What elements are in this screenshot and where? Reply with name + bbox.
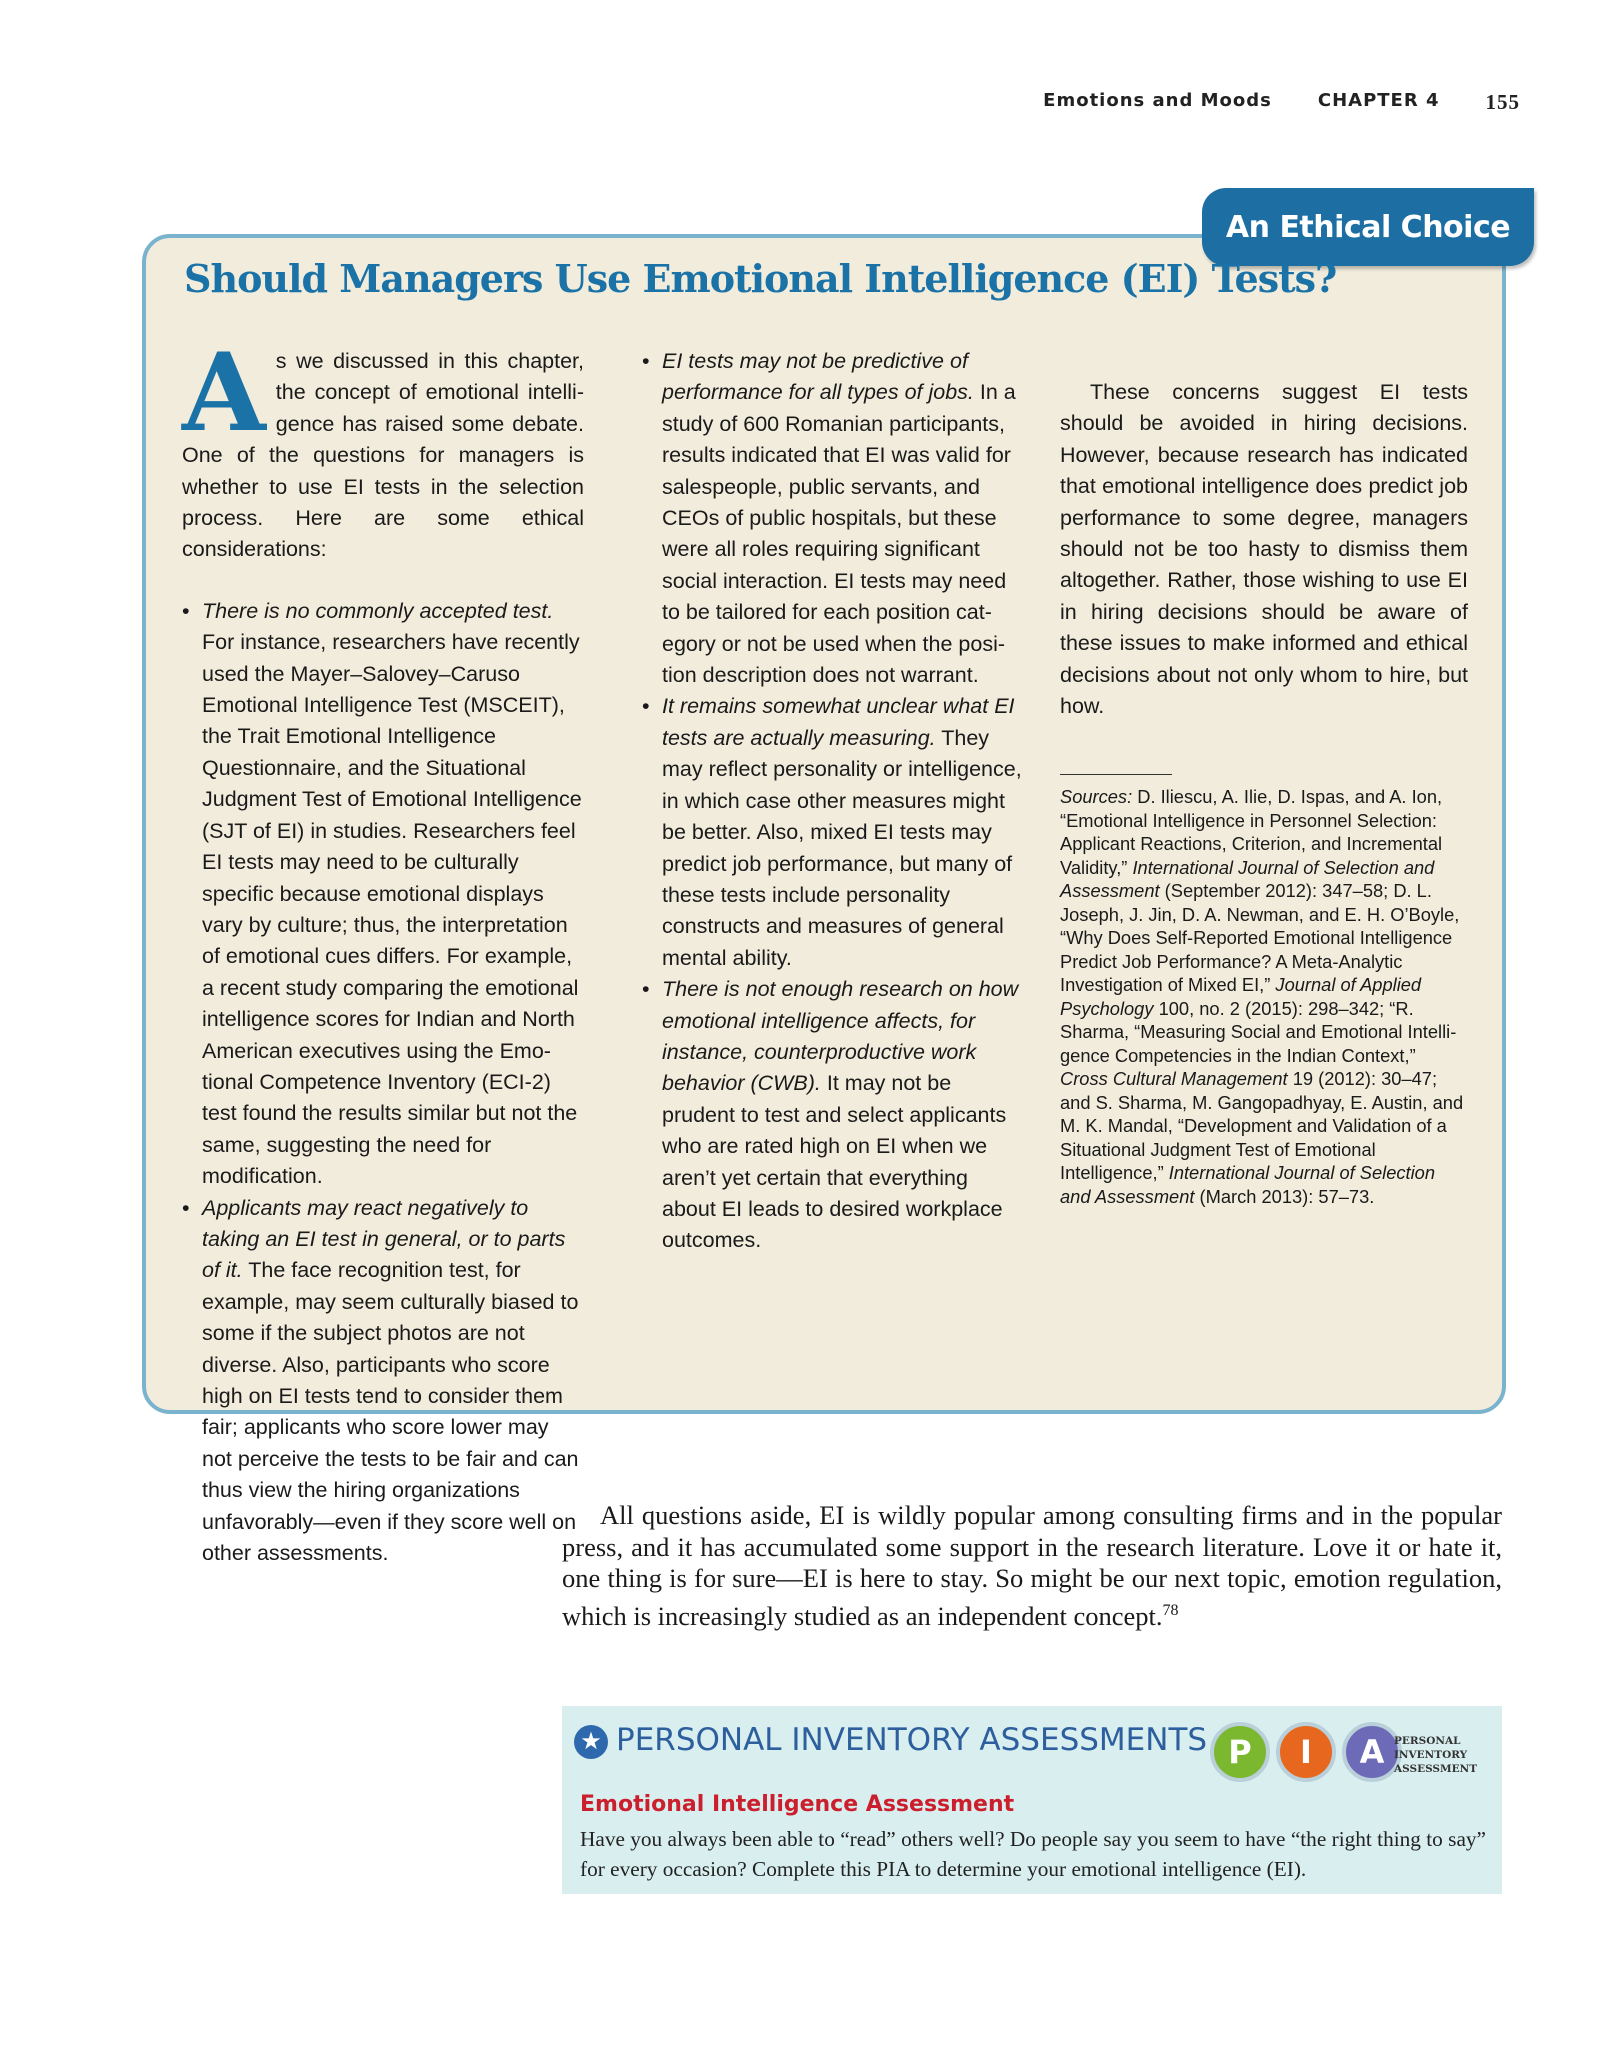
considerations-list-continued [642,346,1026,1257]
bullet-5-text: It may not be prudent to test and select applicants who are rated high on EI when we aren’t yet certain that everything about EI leads to desired workplace outcomes. [662,1071,1007,1253]
sources-journal: International Journal of Selection and Assessment [1060,856,1435,902]
bullet-3-lead: EI tests may not be predictive of performance for all types of jobs. [662,349,974,405]
bullet-5 [642,974,1026,1257]
bullet-4-lead: It remains somewhat unclear what EI tests are actually measuring. [662,694,1015,750]
bullet-1-text: For instance, researchers have recently used the Mayer–Salovey–Caruso Emotional Intelligence Test (MSCEIT), the Trait Emotional Intelligence Questionnaire, and the Situational Judgment Test of Emotional Intelligence (SJT of EI) in studies. Researchers feel EI tests may need to be culturally specific because emotional displays vary by culture; thus, the interpretation of emotional cues differs. For example, a recent study comparing the emotional intelligence scores for Indian and North American executives using the Emotional Competence Inventory (ECI-2) test found the results similar but not the same, suggesting the need for modification. [202,630,582,1189]
sources-journal: Cross Cultural Management [1060,1068,1288,1090]
sources-part: 100, no. 2 (2015): 298–342; “R. Sharma, “Measuring Social and Emotional Intelligence Competencies in the Indian Context,” [1060,997,1457,1066]
body-text: All questions aside, EI is wildly popular among consulting firms and in the popular press, and it has accumulated some support in the research literature. Love it or hate it, one thing is for sure—EI is here to stay. So might be our next topic, emotion regulation, which is increasingly studied as an independent concept. [562,1500,1502,1631]
bullet-4-text: They may reflect personality or intelligence, in which case other measures might be better. Also, mixed EI tests may predict job performance, but many of these tests include personality constructs and measures of general mental ability. [662,725,1022,970]
bullet-4 [642,691,1026,974]
running-head-section: Emotions and Moods [1043,90,1272,111]
ethical-choice-tab: An Ethical Choice [1202,188,1534,266]
sources-rule [1060,774,1172,775]
sources-part: D. Iliescu, A. Ilie, D. Ispas, and A. Ion, “Emotional Intelligence in Personnel Selection: Applicant Reactions, Criterion, and Incremental Validity,” [1060,786,1443,878]
bullet-3-text: In a study of 600 Romanian participants, results indicated that EI was valid for salespeople, public servants, and CEOs of public hospitals, but these were all roles requiring significant social interaction. EI tests may need to be tailored for each position category or not be used when the position description does not warrant. [662,380,1016,688]
pia-logo-a: A [1342,1722,1402,1782]
conclusion-paragraph: These concerns suggest EI tests should be avoided in hiring decisions. However, because research has indicated that emotional intelligence does predict job performance to some degree, managers should not be too hasty to dismiss them altogether. Rather, those wishing to use EI in hiring decisions should be aware of these issues to make informed and ethical decisions about not only whom to hire, but how. [1060,380,1468,719]
running-head [1043,90,1520,115]
pia-logo-i: I [1276,1722,1336,1782]
box-title: Should Managers Use Emotional Intelligence (EI) Tests? [184,256,1337,301]
body-paragraph [562,1500,1502,1632]
pia-logo-text [1394,1734,1477,1776]
footnote-marker[interactable]: 78 [1162,1601,1179,1619]
pia-logo-line: INVENTORY [1394,1749,1468,1761]
bullet-1 [182,596,584,1193]
sources-part: (March 2013): 57–73. [1194,1185,1375,1207]
pia-subheading[interactable]: Emotional Intelligence Assessment [580,1792,1015,1817]
bullet-3 [642,346,1026,691]
pia-logo-line: PERSONAL [1394,1735,1461,1747]
sources-part: 19 (2012): 30–47; and S. Sharma, M. Gangopadhyay, E. Austin, and M. K. Mandal, “Development and Validation of a Situational Judgment Test of Emotional Intelligence,” [1060,1068,1464,1184]
sources-journal: International Journal of Selection and Assessment [1060,1162,1435,1207]
page-number: 155 [1485,90,1520,114]
drop-cap: A [182,330,266,456]
sources-part: (September 2012): 347–58; D. L. Joseph, J. Jin, D. A. Newman, and E. H. O’Boyle, “Why Does Self-Reported Emotional Intelligence Predict Job Performance? A Meta-Analytic Investigation of Mixed EI,” [1060,880,1460,996]
intro-text: s we discussed in this chapter, the concept of emotional intelligence has raised some debate. One of the questions for managers is whether to use EI tests in the selection process. Here are some ethical considerations: [182,349,584,562]
pia-description: Have you always been able to “read” others well? Do people say you seem to have “the right thing to say” for every occasion? Complete this PIA to determine your emotional intelligence (EI). [580,1827,1486,1881]
bullet-2-text: The face recognition test, for example, may seem culturally biased to some if the subject photos are not diverse. Also, participants who score high on EI tests tend to consider them fair; applicants who score lower may not perceive the tests to be fair and can thus view the hiring organizations unfavorably—even if they score well on other assessments. [202,1258,579,1566]
bullet-2-lead: Applicants may react negatively to taking an EI test in general, or to parts of it. [202,1195,566,1283]
bullet-1-lead: There is no commonly accepted test. [202,598,554,623]
running-head-chapter: CHAPTER 4 [1317,90,1440,111]
considerations-list [182,596,584,1570]
pia-heading: PERSONAL INVENTORY ASSESSMENTS [616,1722,1208,1758]
pia-logo [1210,1722,1402,1782]
pia-logo-p: P [1210,1722,1270,1782]
star-icon: ★ [574,1725,608,1759]
column-3 [1060,346,1468,1208]
column-2 [642,346,1026,1257]
bullet-2 [182,1193,584,1570]
sources-label: Sources: [1060,786,1133,808]
sources-journal: Journal of Applied Psychology [1060,974,1422,1019]
pia-box [562,1706,1502,1894]
intro-paragraph [182,330,584,566]
pia-logo-line: ASSESSMENT [1394,1763,1478,1775]
sources-note [1060,785,1468,1208]
column-1 [182,330,584,1569]
bullet-5-lead: There is not enough research on how emotional intelligence affects, for instance, counterproductive work behavior (CWB). [662,977,1019,1096]
